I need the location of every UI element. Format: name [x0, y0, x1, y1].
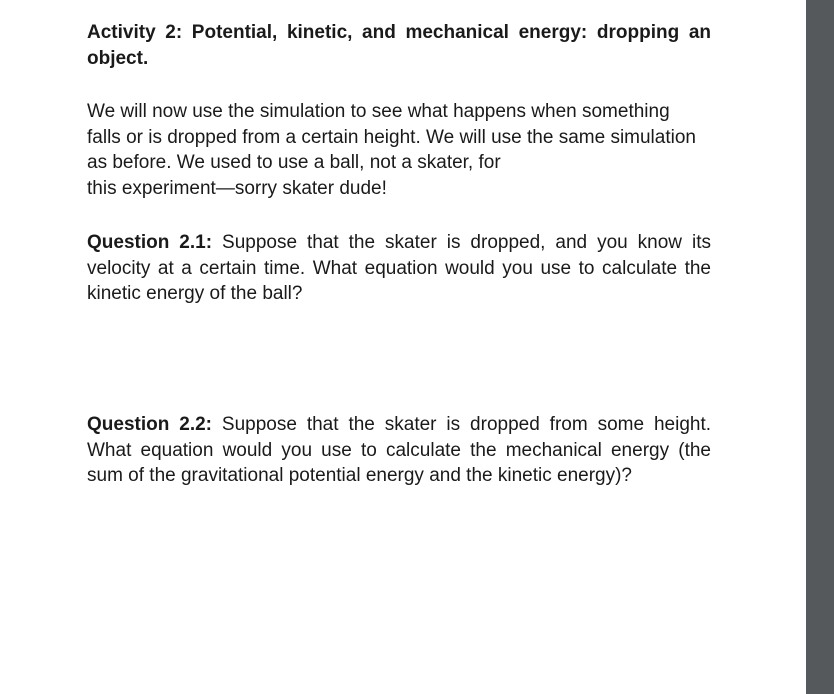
- page-content: [87, 20, 712, 486]
- activity-title: Activity 2: Potential, kinetic, and mechanical energy: dropping an object.: [87, 22, 711, 69]
- intro-line: this experiment—sorry skater dude!: [87, 177, 387, 199]
- question-2-2: [87, 412, 711, 489]
- intro-line: falls or is dropped from a certain height. We will use the same simulation: [87, 126, 696, 148]
- viewer-side-gutter[interactable]: [806, 0, 834, 694]
- question-label: Question 2.1:: [87, 232, 213, 253]
- question-text: Suppose that the skater is dropped from some height. What equation would you use to calculate the mechanical energy (the sum of the gravitational potential energy and the kinetic energy)?: [87, 414, 712, 486]
- intro-paragraph: [87, 99, 711, 201]
- question-label: Question 2.2:: [87, 414, 212, 435]
- intro-line: We will now use the simulation to see what happens when something: [87, 101, 670, 122]
- question-text: Suppose that the skater is dropped, and you know its velocity at a certain time. What equation would you use to calculate the kinetic energy of the ball?: [87, 232, 711, 304]
- question-2-1: [87, 230, 711, 307]
- intro-line: as before. We used to use a ball, not a skater, for: [87, 152, 501, 173]
